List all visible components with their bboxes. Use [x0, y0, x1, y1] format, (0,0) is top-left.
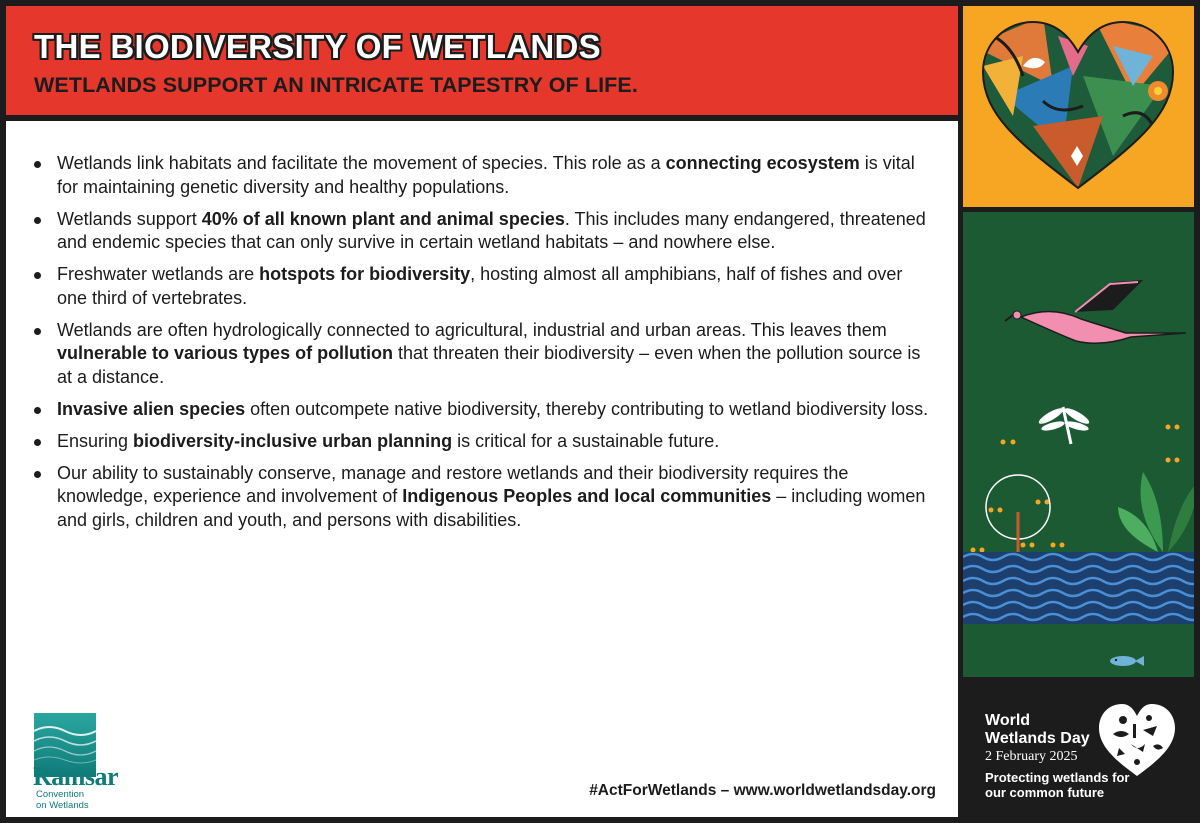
- dragonfly-icon: [1037, 406, 1091, 444]
- list-item: Wetlands are often hydrologically connected to agricultural, industrial and urban areas. This leaves them vulnerable to various types of pollution that threaten their biodiversity – even when the pollution source is at a distance.: [30, 319, 930, 390]
- flamingo-icon: [1005, 280, 1186, 343]
- info-card: [6, 6, 958, 817]
- list-item: Wetlands support 40% of all known plant and animal species. This includes many endangered, threatened and endemic species that can only survive in certain wetland habitats – and nowhere else.: [30, 208, 930, 255]
- leaf-plant-icon: [1118, 472, 1194, 552]
- website-link[interactable]: #ActForWetlands – www.worldwetlandsday.org: [589, 782, 936, 799]
- fact-list: [30, 152, 930, 541]
- wetland-scene-panel: [963, 212, 1194, 677]
- page-subtitle: WETLANDS SUPPORT AN INTRICATE TAPESTRY OF LIFE.: [34, 73, 638, 97]
- heart-collage-icon: [963, 6, 1194, 207]
- tree-icon: [986, 475, 1050, 557]
- page-title: THE BIODIVERSITY OF WETLANDS: [34, 28, 601, 65]
- heart-illustration-panel: [963, 6, 1194, 207]
- list-item: Our ability to sustainably conserve, manage and restore wetlands and their biodiversity requires the knowledge, experience and involvement of Indigenous Peoples and local communities – including women and girls, children and youth, and persons with disabilities.: [30, 462, 930, 533]
- wwd-branding-panel: [963, 682, 1194, 817]
- ramsar-subtitle: Convention on Wetlands: [36, 789, 89, 811]
- list-item: Ensuring biodiversity-inclusive urban planning is critical for a sustainable future.: [30, 430, 930, 454]
- title-banner: [6, 6, 958, 121]
- wwd-tagline: Protecting wetlands for our common future: [985, 770, 1130, 800]
- wwd-heart-logo-icon: [1093, 696, 1181, 784]
- ramsar-name: Ramsar: [33, 762, 119, 791]
- wwd-date: 2 February 2025: [985, 749, 1078, 764]
- list-item: Wetlands link habitats and facilitate the movement of species. This role as a connecting ecosystem is vital for maintaining genetic diversity and healthy populations.: [30, 152, 930, 199]
- list-item: Invasive alien species often outcompete native biodiversity, thereby contributing to wetland biodiversity loss.: [30, 398, 930, 422]
- ramsar-logo[interactable]: [33, 713, 119, 811]
- water-waves: [963, 552, 1194, 677]
- list-item: Freshwater wetlands are hotspots for biodiversity, hosting almost all amphibians, half of fishes and over one third of vertebrates.: [30, 263, 930, 310]
- wwd-title: World Wetlands Day: [985, 712, 1090, 747]
